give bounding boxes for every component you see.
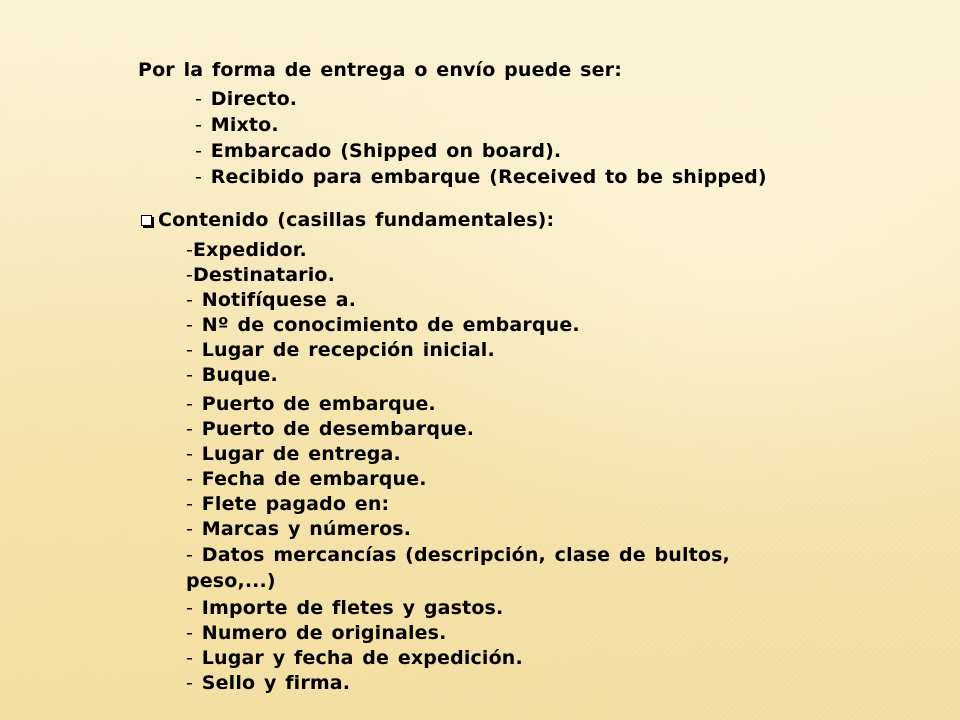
dash: - bbox=[186, 289, 194, 311]
contents-heading-label: Contenido (casillas fundamentales): bbox=[158, 209, 555, 231]
dash: - bbox=[186, 339, 194, 361]
contents-item-label: Lugar de recepción inicial. bbox=[201, 339, 495, 361]
contents-item-label: Sello y firma. bbox=[201, 672, 351, 694]
contents-item-label: Fecha de embarque. bbox=[201, 468, 427, 490]
contents-item-recepcion bbox=[186, 338, 495, 362]
dash: - bbox=[186, 239, 194, 261]
dash: - bbox=[186, 672, 194, 694]
contents-item-label: Numero de originales. bbox=[201, 622, 447, 644]
intro-item-label: Mixto. bbox=[210, 114, 279, 136]
dash: - bbox=[186, 493, 194, 515]
contents-item-importe bbox=[186, 596, 503, 620]
contents-item-label: Marcas y números. bbox=[201, 518, 412, 540]
contents-item-label: Nº de conocimiento de embarque. bbox=[201, 314, 580, 336]
contents-item-originales bbox=[186, 621, 447, 645]
dash: - bbox=[186, 364, 194, 386]
contents-item-label: Lugar y fecha de expedición. bbox=[201, 647, 523, 669]
dash: - bbox=[195, 140, 203, 162]
contents-item-lugar-entrega bbox=[186, 442, 401, 466]
dash: - bbox=[186, 393, 194, 415]
dash: - bbox=[195, 88, 203, 110]
dash: - bbox=[186, 443, 194, 465]
dash: - bbox=[186, 264, 194, 286]
dash: - bbox=[186, 418, 194, 440]
dash: - bbox=[186, 622, 194, 644]
contents-item-expedidor bbox=[186, 238, 307, 262]
dash: - bbox=[195, 114, 203, 136]
dash: - bbox=[195, 166, 203, 188]
hollow-square-bullet-icon bbox=[141, 215, 152, 226]
contents-item-label: Datos mercancías (descripción, clase de bultos, bbox=[201, 544, 730, 566]
contents-item-label: Notifíquese a. bbox=[201, 289, 357, 311]
contents-item-sello bbox=[186, 671, 350, 695]
intro-item-recibido bbox=[195, 165, 767, 189]
contents-item-label: Destinatario. bbox=[193, 264, 335, 286]
contents-item-marcas bbox=[186, 517, 411, 541]
dash: - bbox=[186, 314, 194, 336]
dash: - bbox=[186, 647, 194, 669]
contents-item-label: Buque. bbox=[201, 364, 278, 386]
contents-item-continuation: peso,...) bbox=[186, 570, 276, 592]
dash: - bbox=[186, 518, 194, 540]
contents-item-notifiquese bbox=[186, 288, 356, 312]
intro-item-directo bbox=[195, 87, 297, 111]
contents-item-label: Importe de fletes y gastos. bbox=[201, 597, 504, 619]
intro-item-label: Recibido para embarque (Received to be shipped) bbox=[210, 166, 767, 188]
contents-item-flete-pagado bbox=[186, 492, 389, 516]
intro-item-label: Directo. bbox=[210, 88, 298, 110]
dash: - bbox=[186, 468, 194, 490]
contents-item-label: Puerto de embarque. bbox=[201, 393, 436, 415]
dash: - bbox=[186, 544, 194, 566]
contents-item-destinatario bbox=[186, 263, 335, 287]
contents-item-label: Puerto de desembarque. bbox=[201, 418, 475, 440]
contents-item-lugar-fecha bbox=[186, 646, 523, 670]
contents-item-fecha-embarque bbox=[186, 467, 427, 491]
contents-item-datos-mercancias bbox=[186, 543, 730, 567]
contents-heading bbox=[141, 208, 554, 232]
contents-item-buque bbox=[186, 363, 278, 387]
intro-heading: Por la forma de entrega o envío puede ser: bbox=[138, 59, 622, 81]
contents-item-conocimiento bbox=[186, 313, 580, 337]
dash: - bbox=[186, 597, 194, 619]
contents-item-label: Flete pagado en: bbox=[201, 493, 390, 515]
contents-item-label: Lugar de entrega. bbox=[201, 443, 401, 465]
contents-item-label: Expedidor. bbox=[193, 239, 307, 261]
contents-item-puerto-embarque bbox=[186, 392, 436, 416]
intro-item-mixto bbox=[195, 113, 279, 137]
intro-item-label: Embarcado (Shipped on board). bbox=[210, 140, 562, 162]
intro-item-embarcado bbox=[195, 139, 561, 163]
contents-item-puerto-desembarque bbox=[186, 417, 474, 441]
